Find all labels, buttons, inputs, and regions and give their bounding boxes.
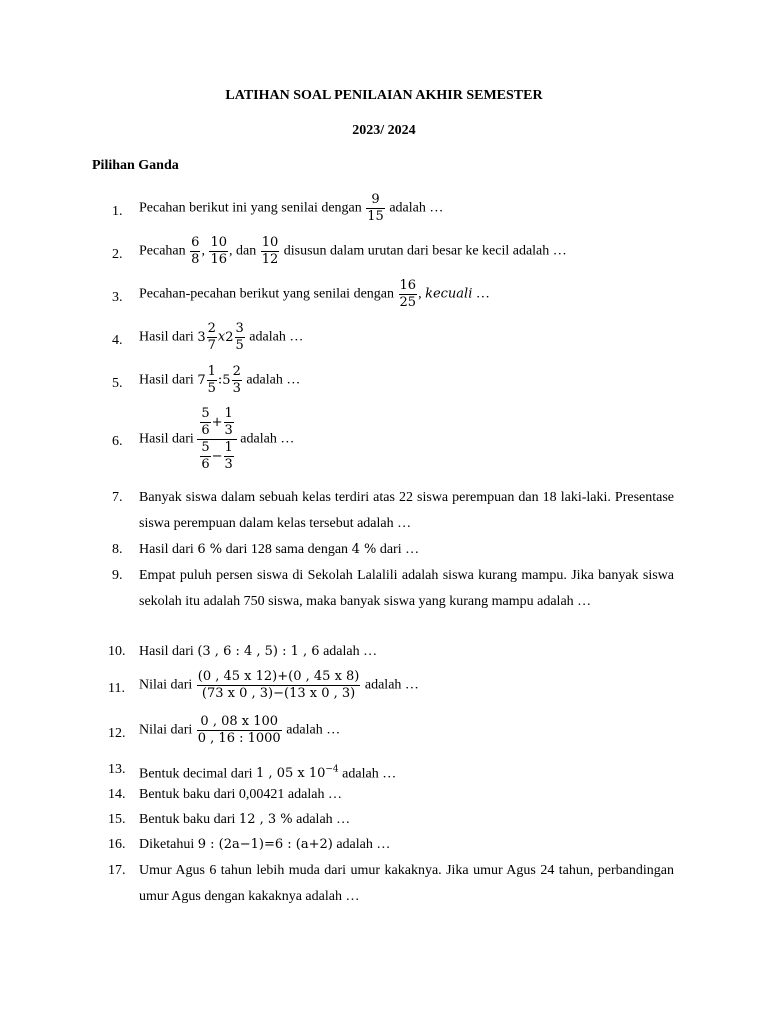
math-expression: (3 , 6 : 4 , 5) : 1 , 6 — [197, 644, 320, 659]
fraction-expression: $\frac{0 , 08 x 100}{0 , 16 : 1000}$ — [197, 714, 281, 746]
page-subtitle-year: 2023/ 2024 — [352, 123, 416, 138]
question-number: 10. — [108, 644, 126, 659]
question-text-end: adalah … — [286, 722, 341, 738]
question-text: Pecahan-pecahan berikut yang senilai dengan — [139, 286, 395, 302]
question-text-end: adalah … — [249, 329, 304, 345]
question-number: 16. — [108, 837, 126, 852]
question-text-end: disusun dalam urutan dari besar ke kecil adalah … — [283, 243, 567, 259]
question-text-end: adalah … — [240, 431, 295, 447]
question-text: Hasil dari — [139, 431, 194, 447]
operator: x — [217, 329, 226, 345]
math-expression: 6 % — [197, 542, 223, 557]
mixed-number: 5 $\frac{2}{3}$ — [222, 364, 241, 396]
question-number: 2. — [112, 247, 123, 262]
separator: , — [201, 243, 205, 259]
operator: : — [217, 372, 223, 388]
question-number: 11. — [108, 681, 125, 696]
complex-fraction: $\frac{5}{6}$ + $\frac{1}{3}$ $\frac{5}{6}$ − $\frac{1}{3}$ — [197, 406, 236, 473]
question-text: Hasil dari — [139, 644, 194, 659]
question-text-end: adalah … — [342, 766, 397, 782]
question-text: Hasil dari — [139, 329, 194, 345]
question-text: Umur Agus 6 tahun lebih muda dari umur kakaknya. Jika umur Agus 24 tahun, perbandingan umur Agus dengan kakaknya adalah … — [139, 863, 674, 904]
fraction: $\frac{6}{8}$ — [191, 235, 200, 267]
separator: , dan — [228, 243, 257, 259]
italic-word: kecuali — [425, 286, 473, 302]
question-text: Pecahan — [139, 243, 186, 259]
question-number: 9. — [112, 568, 123, 583]
question-number: 12. — [108, 726, 126, 741]
question-number: 17. — [108, 863, 126, 878]
fraction: $\frac{10}{12}$ — [261, 235, 279, 267]
question-text: Nilai dari — [139, 722, 193, 738]
question-text-end: adalah … — [323, 644, 378, 659]
question-text: Hasil dari — [139, 542, 194, 557]
question-text: Bentuk decimal dari — [139, 766, 253, 782]
math-expression: 12 , 3 % — [238, 812, 293, 827]
question-number: 4. — [112, 333, 123, 348]
question-text: Nilai dari — [139, 677, 193, 693]
question-number: 15. — [108, 812, 126, 827]
question-text-end: adalah … — [246, 372, 301, 388]
page-title: LATIHAN SOAL PENILAIAN AKHIR SEMESTER — [225, 88, 543, 103]
question-number: 13. — [108, 762, 126, 777]
mixed-number: 2 $\frac{3}{5}$ — [225, 321, 244, 353]
question-text-end: dari … — [379, 542, 420, 557]
math-expression: 9 : (2a−1)=6 : (a+2) — [197, 837, 333, 852]
mixed-number: 3 $\frac{2}{7}$ — [197, 321, 216, 353]
fraction: $\frac{10}{16}$ — [210, 235, 227, 267]
question-text: Banyak siswa dalam sebuah kelas terdiri atas 22 siswa perempuan dan 18 laki-laki. Presentase siswa perempuan dalam kelas tersebut adalah … — [139, 490, 674, 531]
math-expression: 1 , 05 x $10^{-4}$ — [256, 765, 339, 782]
question-text-end: adalah … — [336, 837, 391, 852]
question-number: 8. — [112, 542, 123, 557]
question-text-end: adalah … — [364, 677, 419, 693]
question-number: 5. — [112, 376, 123, 391]
fraction-expression: $\frac{(0 , 45 x 12)+(0 , 45 x 8)}{(73 x 0 , 3)-(13 x 0 , 3)}$ — [197, 669, 360, 701]
question-text: Bentuk baku dari 0,00421 adalah … — [139, 787, 342, 802]
question-text: Diketahui — [139, 837, 195, 852]
mixed-number: 7 $\frac{1}{5}$ — [197, 364, 216, 396]
question-number: 14. — [108, 787, 126, 802]
question-text: Hasil dari — [139, 372, 194, 388]
math-expression: 4 % — [351, 542, 377, 557]
question-text-end: … — [475, 286, 490, 302]
question-text-end: adalah … — [389, 200, 444, 216]
question-number: 7. — [112, 490, 123, 505]
question-number: 1. — [112, 204, 123, 219]
question-text: Empat puluh persen siswa di Sekolah Lalalili adalah siswa kurang mampu. Jika banyak siswa sekolah itu adalah 750 siswa, maka banyak siswa yang kurang mampu adalah … — [139, 568, 674, 609]
section-heading: Pilihan Ganda — [92, 158, 179, 173]
question-number: 3. — [112, 290, 123, 305]
question-text: Bentuk baku dari — [139, 812, 236, 827]
question-text-end: adalah … — [296, 812, 351, 827]
fraction: $\frac{9}{15}$ — [367, 192, 384, 224]
fraction: $\frac{16}{25}$ — [399, 278, 417, 310]
question-text-mid: dari 128 sama dengan — [225, 542, 349, 557]
separator: , — [418, 286, 422, 302]
question-number: 6. — [112, 434, 123, 449]
question-text: Pecahan berikut ini yang senilai dengan — [139, 200, 362, 216]
